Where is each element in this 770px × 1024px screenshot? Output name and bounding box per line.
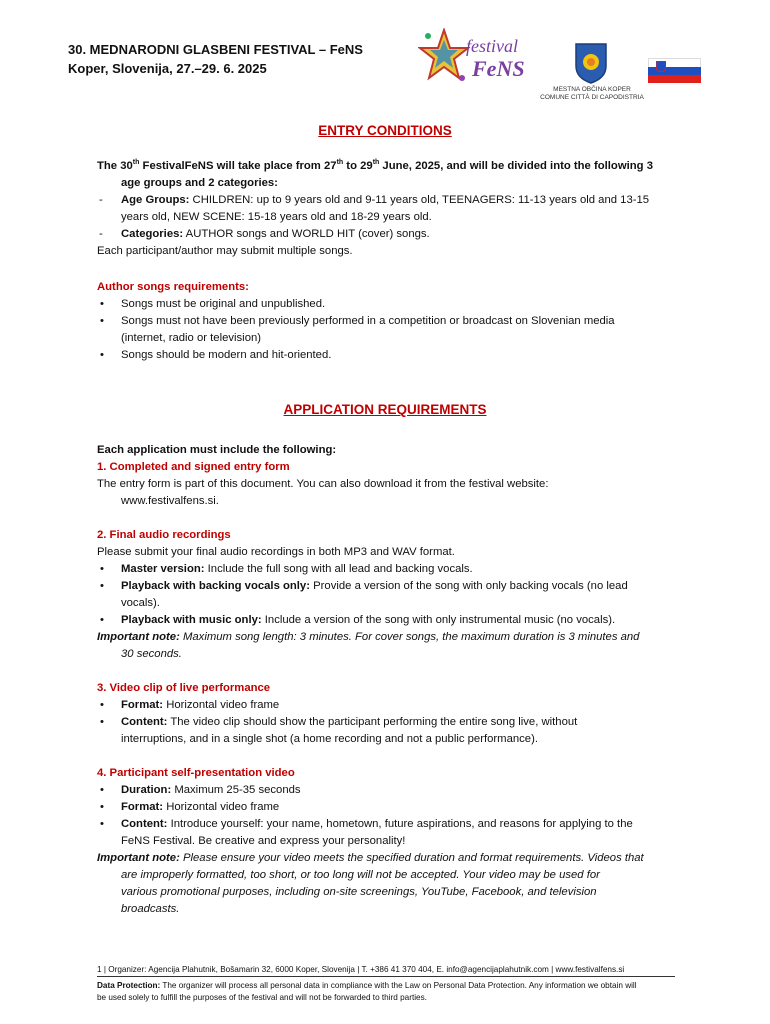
municipality-line-1: MESTNA OBČINA KOPER	[553, 86, 631, 93]
header-line-1: 30. MEDNARODNI GLASBENI FESTIVAL – FeNS	[68, 42, 363, 57]
festival-website-link[interactable]: www.festivalfens.si.	[121, 495, 219, 507]
author-songs-section	[97, 279, 677, 364]
entry-conditions-title: ENTRY CONDITIONS	[318, 123, 452, 138]
entry-intro: The 30th FestivalFeNS will take place from 27th to 29th June, 2025, and will be divided into the following 3	[97, 159, 653, 172]
multiple-songs-note: Each participant/author may submit multiple songs.	[97, 245, 353, 257]
section-1-text: The entry form is part of this document. You can also download it from the festival website:	[97, 478, 549, 490]
footer-data-protection	[97, 980, 697, 1004]
list-item: • Content: The video clip should show the participant performing the entire song live, without	[97, 714, 677, 731]
section-2-text: Please submit your final audio recordings in both MP3 and WAV format.	[97, 546, 455, 558]
age-groups-item-line-2: years old, NEW SCENE: 15-18 years old and 18-29 years old.	[121, 211, 432, 223]
shield-icon	[574, 42, 608, 84]
municipality-line-2: COMUNE CITTÀ DI CAPODISTRIA	[540, 94, 644, 101]
list-item-continuation: vocals).	[121, 597, 160, 609]
section-4-title: 4. Participant self-presentation video	[97, 767, 295, 779]
list-item: • Playback with music only: Include a version of the song with only instrumental music (no vocals).	[97, 612, 677, 629]
data-protection-line-2: be used solely to fulfill the purposes of the festival and will not be forwarded to third parties.	[97, 993, 427, 1002]
star-icon	[418, 28, 470, 86]
list-item-continuation: interruptions, and in a single shot (a home recording and not a public performance).	[121, 733, 538, 745]
important-note: Important note: Maximum song length: 3 minutes. For cover songs, the maximum duration is 3 minutes and	[97, 631, 640, 643]
important-note-continuation: broadcasts.	[121, 903, 180, 915]
application-intro: Each application must include the following:	[97, 444, 337, 456]
section-2-title: 2. Final audio recordings	[97, 529, 231, 541]
footer-divider	[97, 976, 675, 977]
important-note-continuation: are improperly formatted, too short, or too long will not be accepted. Your video may be used for	[121, 869, 600, 881]
author-songs-title: Author songs requirements:	[97, 281, 249, 293]
important-note-continuation: 30 seconds.	[121, 648, 182, 660]
age-groups-item: - Age Groups: CHILDREN: up to 9 years old and 9-11 years old, TEENAGERS: 11-13 years old and 13-15	[97, 192, 677, 209]
header-title	[68, 40, 363, 78]
list-item: • Songs must be original and unpublished.	[97, 296, 677, 313]
municipality-name	[538, 86, 646, 102]
section-1-title: 1. Completed and signed entry form	[97, 461, 290, 473]
list-item: • Format: Horizontal video frame	[97, 697, 677, 714]
koper-coat-of-arms	[574, 42, 608, 84]
list-item: • Duration: Maximum 25-35 seconds	[97, 782, 677, 799]
list-item: • Songs must not have been previously performed in a competition or broadcast on Slovenian media	[97, 313, 677, 330]
categories-item: - Categories: AUTHOR songs and WORLD HIT (cover) songs.	[97, 226, 677, 243]
section-3-title: 3. Video clip of live performance	[97, 682, 271, 694]
list-item: • Format: Horizontal video frame	[97, 799, 677, 816]
list-item: • Songs should be modern and hit-oriented.	[97, 347, 677, 364]
application-requirements-title: APPLICATION REQUIREMENTS	[283, 402, 487, 417]
festival-fens-logo	[418, 26, 528, 88]
flag-emblem-icon	[656, 61, 666, 72]
list-item-continuation: FeNS Festival. Be creative and express your personality!	[121, 835, 406, 847]
footer-organizer: 1 | Organizer: Agencija Plahutnik, Bošamarin 32, 6000 Koper, Slovenija | T. +386 41 370 404, E. info@agencijaplahutnik.com | www.festivalfens.si	[97, 965, 625, 974]
logo-word-fens: FeNS	[472, 56, 525, 81]
application-requirements-body	[97, 442, 677, 918]
list-item: • Playback with backing vocals only: Provide a version of the song with only backing vocals (no lead	[97, 578, 677, 595]
list-item: • Master version: Include the full song with all lead and backing vocals.	[97, 561, 677, 578]
logo-word-festival: festival	[466, 36, 518, 56]
entry-intro-line-2: age groups and 2 categories:	[121, 177, 278, 189]
slovenia-flag	[648, 58, 701, 82]
header-line-2: Koper, Slovenija, 27.–29. 6. 2025	[68, 61, 267, 76]
entry-conditions-body	[97, 158, 677, 260]
list-item-continuation: (internet, radio or television)	[121, 332, 262, 344]
data-protection-line-1: Data Protection: The organizer will process all personal data in compliance with the Law on Personal Data Protection. Any information we obtain will	[97, 981, 637, 990]
important-note-continuation: various promotional purposes, including on-site screenings, YouTube, Facebook, and television	[121, 886, 597, 898]
important-note: Important note: Please ensure your video meets the specified duration and format requirements. Videos that	[97, 852, 644, 864]
list-item: • Content: Introduce yourself: your name, hometown, future aspirations, and reasons for applying to the	[97, 816, 677, 833]
